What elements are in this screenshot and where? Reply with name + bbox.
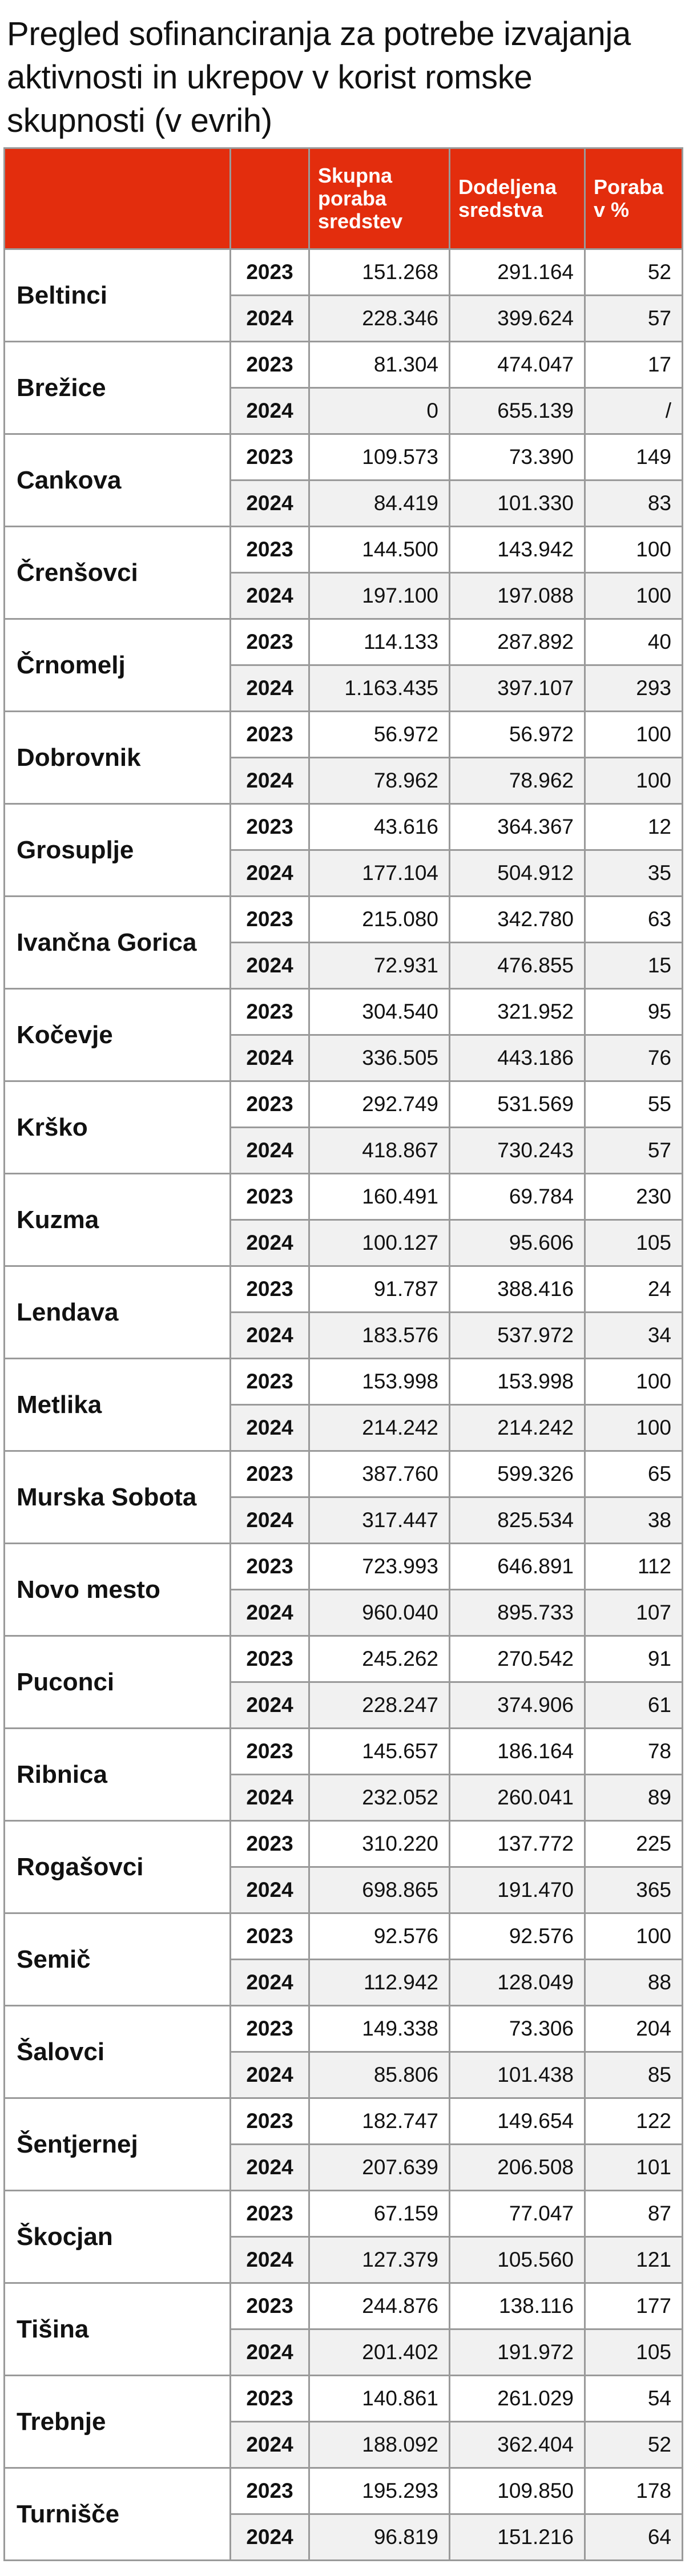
municipality-cell: Murska Sobota xyxy=(5,1451,231,1544)
allocated-cell: 476.855 xyxy=(450,943,585,989)
spent-cell: 418.867 xyxy=(309,1128,450,1174)
allocated-cell: 69.784 xyxy=(450,1174,585,1220)
allocated-cell: 287.892 xyxy=(450,619,585,665)
percent-cell: 40 xyxy=(585,619,683,665)
municipality-cell: Trebnje xyxy=(5,2376,231,2468)
year-cell: 2023 xyxy=(231,1081,309,1128)
allocated-cell: 105.560 xyxy=(450,2237,585,2283)
spent-cell: 145.657 xyxy=(309,1729,450,1775)
municipality-cell: Turnišče xyxy=(5,2468,231,2561)
allocated-cell: 270.542 xyxy=(450,1636,585,1682)
table-row xyxy=(5,1174,683,1220)
municipality-cell: Kočevje xyxy=(5,989,231,1081)
year-cell: 2023 xyxy=(231,1451,309,1497)
percent-cell: 177 xyxy=(585,2283,683,2329)
data-table xyxy=(3,147,683,2561)
year-cell: 2024 xyxy=(231,481,309,527)
table-row xyxy=(5,989,683,1035)
table-row xyxy=(5,527,683,573)
year-cell: 2023 xyxy=(231,2098,309,2145)
municipality-cell: Metlika xyxy=(5,1359,231,1451)
allocated-cell: 531.569 xyxy=(450,1081,585,1128)
percent-cell: 87 xyxy=(585,2191,683,2237)
spent-cell: 72.931 xyxy=(309,943,450,989)
municipality-cell: Krško xyxy=(5,1081,231,1174)
percent-cell: 89 xyxy=(585,1775,683,1821)
spent-cell: 292.749 xyxy=(309,1081,450,1128)
municipality-cell: Semič xyxy=(5,1913,231,2006)
year-cell: 2024 xyxy=(231,1035,309,1081)
allocated-cell: 137.772 xyxy=(450,1821,585,1867)
allocated-cell: 206.508 xyxy=(450,2145,585,2191)
header-year xyxy=(231,148,309,249)
allocated-cell: 73.306 xyxy=(450,2006,585,2052)
table-row xyxy=(5,342,683,388)
municipality-cell: Rogašovci xyxy=(5,1821,231,1913)
year-cell: 2024 xyxy=(231,1313,309,1359)
allocated-cell: 138.116 xyxy=(450,2283,585,2329)
year-cell: 2024 xyxy=(231,296,309,342)
percent-cell: 24 xyxy=(585,1266,683,1313)
spent-cell: 698.865 xyxy=(309,1867,450,1913)
spent-cell: 67.159 xyxy=(309,2191,450,2237)
table-row xyxy=(5,1359,683,1405)
year-cell: 2023 xyxy=(231,1821,309,1867)
allocated-cell: 599.326 xyxy=(450,1451,585,1497)
spent-cell: 195.293 xyxy=(309,2468,450,2514)
spent-cell: 149.338 xyxy=(309,2006,450,2052)
table-row xyxy=(5,249,683,296)
allocated-cell: 474.047 xyxy=(450,342,585,388)
year-cell: 2023 xyxy=(231,1174,309,1220)
spent-cell: 144.500 xyxy=(309,527,450,573)
year-cell: 2023 xyxy=(231,249,309,296)
table-row xyxy=(5,619,683,665)
spent-cell: 160.491 xyxy=(309,1174,450,1220)
percent-cell: 178 xyxy=(585,2468,683,2514)
year-cell: 2023 xyxy=(231,2283,309,2329)
spent-cell: 114.133 xyxy=(309,619,450,665)
year-cell: 2024 xyxy=(231,2237,309,2283)
spent-cell: 127.379 xyxy=(309,2237,450,2283)
year-cell: 2024 xyxy=(231,1867,309,1913)
percent-cell: 100 xyxy=(585,1913,683,1960)
spent-cell: 317.447 xyxy=(309,1497,450,1544)
municipality-cell: Šalovci xyxy=(5,2006,231,2098)
percent-cell: 12 xyxy=(585,804,683,850)
allocated-cell: 92.576 xyxy=(450,1913,585,1960)
municipality-cell: Črenšovci xyxy=(5,527,231,619)
table-row xyxy=(5,1913,683,1960)
allocated-cell: 109.850 xyxy=(450,2468,585,2514)
year-cell: 2024 xyxy=(231,2052,309,2098)
percent-cell: 105 xyxy=(585,2329,683,2376)
year-cell: 2024 xyxy=(231,665,309,712)
percent-cell: 107 xyxy=(585,1590,683,1636)
allocated-cell: 95.606 xyxy=(450,1220,585,1266)
percent-cell: 91 xyxy=(585,1636,683,1682)
allocated-cell: 646.891 xyxy=(450,1544,585,1590)
table-row xyxy=(5,2468,683,2514)
spent-cell: 1.163.435 xyxy=(309,665,450,712)
table-row xyxy=(5,897,683,943)
year-cell: 2023 xyxy=(231,2376,309,2422)
percent-cell: 61 xyxy=(585,1682,683,1729)
spent-cell: 109.573 xyxy=(309,434,450,481)
page-title: Pregled sofinanciranja za potrebe izvajanja aktivnosti in ukrepov v korist romske skupnosti (v evrih) xyxy=(7,15,631,139)
percent-cell: 204 xyxy=(585,2006,683,2052)
allocated-cell: 537.972 xyxy=(450,1313,585,1359)
spent-cell: 182.747 xyxy=(309,2098,450,2145)
header-municipality xyxy=(5,148,231,249)
percent-cell: 38 xyxy=(585,1497,683,1544)
allocated-cell: 397.107 xyxy=(450,665,585,712)
spent-cell: 960.040 xyxy=(309,1590,450,1636)
percent-cell: 57 xyxy=(585,1128,683,1174)
table-row xyxy=(5,804,683,850)
percent-cell: 78 xyxy=(585,1729,683,1775)
spent-cell: 112.942 xyxy=(309,1960,450,2006)
table-row xyxy=(5,1636,683,1682)
spent-cell: 183.576 xyxy=(309,1313,450,1359)
table-row xyxy=(5,434,683,481)
allocated-cell: 291.164 xyxy=(450,249,585,296)
spent-cell: 78.962 xyxy=(309,758,450,804)
municipality-cell: Brežice xyxy=(5,342,231,434)
table-row xyxy=(5,2006,683,2052)
allocated-cell: 321.952 xyxy=(450,989,585,1035)
year-cell: 2023 xyxy=(231,1913,309,1960)
municipality-cell: Škocjan xyxy=(5,2191,231,2283)
year-cell: 2023 xyxy=(231,1266,309,1313)
spent-cell: 100.127 xyxy=(309,1220,450,1266)
municipality-cell: Ivančna Gorica xyxy=(5,897,231,989)
year-cell: 2024 xyxy=(231,1220,309,1266)
year-cell: 2024 xyxy=(231,758,309,804)
municipality-cell: Šentjernej xyxy=(5,2098,231,2191)
spent-cell: 81.304 xyxy=(309,342,450,388)
percent-cell: 100 xyxy=(585,1405,683,1451)
year-cell: 2023 xyxy=(231,2468,309,2514)
allocated-cell: 128.049 xyxy=(450,1960,585,2006)
percent-cell: 54 xyxy=(585,2376,683,2422)
percent-cell: 85 xyxy=(585,2052,683,2098)
year-cell: 2023 xyxy=(231,2006,309,2052)
year-cell: 2023 xyxy=(231,2191,309,2237)
year-cell: 2023 xyxy=(231,619,309,665)
spent-cell: 96.819 xyxy=(309,2514,450,2561)
percent-cell: 64 xyxy=(585,2514,683,2561)
year-cell: 2024 xyxy=(231,1775,309,1821)
municipality-cell: Ribnica xyxy=(5,1729,231,1821)
year-cell: 2023 xyxy=(231,1544,309,1590)
year-cell: 2024 xyxy=(231,1682,309,1729)
year-cell: 2023 xyxy=(231,989,309,1035)
year-cell: 2024 xyxy=(231,1405,309,1451)
year-cell: 2024 xyxy=(231,2514,309,2561)
allocated-cell: 443.186 xyxy=(450,1035,585,1081)
spent-cell: 153.998 xyxy=(309,1359,450,1405)
year-cell: 2023 xyxy=(231,527,309,573)
percent-cell: 293 xyxy=(585,665,683,712)
percent-cell: 57 xyxy=(585,296,683,342)
percent-cell: 101 xyxy=(585,2145,683,2191)
header-allocated: Dodeljena sredstva xyxy=(450,148,585,249)
allocated-cell: 504.912 xyxy=(450,850,585,897)
percent-cell: 105 xyxy=(585,1220,683,1266)
allocated-cell: 143.942 xyxy=(450,527,585,573)
spent-cell: 151.268 xyxy=(309,249,450,296)
municipality-cell: Beltinci xyxy=(5,249,231,342)
year-cell: 2023 xyxy=(231,342,309,388)
year-cell: 2024 xyxy=(231,388,309,434)
spent-cell: 215.080 xyxy=(309,897,450,943)
year-cell: 2024 xyxy=(231,1960,309,2006)
year-cell: 2024 xyxy=(231,1590,309,1636)
allocated-cell: 73.390 xyxy=(450,434,585,481)
percent-cell: 230 xyxy=(585,1174,683,1220)
allocated-cell: 77.047 xyxy=(450,2191,585,2237)
percent-cell: 100 xyxy=(585,527,683,573)
percent-cell: 100 xyxy=(585,573,683,619)
allocated-cell: 362.404 xyxy=(450,2422,585,2468)
municipality-cell: Puconci xyxy=(5,1636,231,1729)
percent-cell: 35 xyxy=(585,850,683,897)
allocated-cell: 260.041 xyxy=(450,1775,585,1821)
spent-cell: 0 xyxy=(309,388,450,434)
table-row xyxy=(5,1266,683,1313)
municipality-cell: Cankova xyxy=(5,434,231,527)
allocated-cell: 374.906 xyxy=(450,1682,585,1729)
year-cell: 2024 xyxy=(231,943,309,989)
percent-cell: 34 xyxy=(585,1313,683,1359)
table-row xyxy=(5,1081,683,1128)
percent-cell: 52 xyxy=(585,2422,683,2468)
header-spent: Skupna poraba sredstev xyxy=(309,148,450,249)
year-cell: 2023 xyxy=(231,1359,309,1405)
percent-cell: 149 xyxy=(585,434,683,481)
spent-cell: 177.104 xyxy=(309,850,450,897)
spent-cell: 228.247 xyxy=(309,1682,450,1729)
year-cell: 2023 xyxy=(231,1636,309,1682)
spent-cell: 43.616 xyxy=(309,804,450,850)
year-cell: 2024 xyxy=(231,1497,309,1544)
percent-cell: 100 xyxy=(585,1359,683,1405)
allocated-cell: 153.998 xyxy=(450,1359,585,1405)
table-row xyxy=(5,2376,683,2422)
table-row xyxy=(5,1821,683,1867)
percent-cell: 83 xyxy=(585,481,683,527)
percent-cell: 52 xyxy=(585,249,683,296)
municipality-cell: Grosuplje xyxy=(5,804,231,897)
year-cell: 2024 xyxy=(231,573,309,619)
year-cell: 2024 xyxy=(231,2329,309,2376)
percent-cell: 365 xyxy=(585,1867,683,1913)
year-cell: 2024 xyxy=(231,2422,309,2468)
percent-cell: 100 xyxy=(585,758,683,804)
table-row xyxy=(5,2191,683,2237)
percent-cell: 121 xyxy=(585,2237,683,2283)
percent-cell: 225 xyxy=(585,1821,683,1867)
spent-cell: 188.092 xyxy=(309,2422,450,2468)
year-cell: 2023 xyxy=(231,1729,309,1775)
spent-cell: 56.972 xyxy=(309,712,450,758)
allocated-cell: 56.972 xyxy=(450,712,585,758)
allocated-cell: 151.216 xyxy=(450,2514,585,2561)
table-row xyxy=(5,712,683,758)
allocated-cell: 655.139 xyxy=(450,388,585,434)
percent-cell: 112 xyxy=(585,1544,683,1590)
allocated-cell: 364.367 xyxy=(450,804,585,850)
percent-cell: 17 xyxy=(585,342,683,388)
table-row xyxy=(5,1544,683,1590)
table-body xyxy=(5,249,683,2561)
allocated-cell: 191.972 xyxy=(450,2329,585,2376)
spent-cell: 232.052 xyxy=(309,1775,450,1821)
allocated-cell: 101.330 xyxy=(450,481,585,527)
year-cell: 2023 xyxy=(231,897,309,943)
allocated-cell: 186.164 xyxy=(450,1729,585,1775)
spent-cell: 85.806 xyxy=(309,2052,450,2098)
spent-cell: 207.639 xyxy=(309,2145,450,2191)
spent-cell: 245.262 xyxy=(309,1636,450,1682)
percent-cell: / xyxy=(585,388,683,434)
table-row xyxy=(5,2283,683,2329)
allocated-cell: 78.962 xyxy=(450,758,585,804)
percent-cell: 100 xyxy=(585,712,683,758)
allocated-cell: 825.534 xyxy=(450,1497,585,1544)
header-percent: Poraba v % xyxy=(585,148,683,249)
spent-cell: 244.876 xyxy=(309,2283,450,2329)
municipality-cell: Lendava xyxy=(5,1266,231,1359)
spent-cell: 91.787 xyxy=(309,1266,450,1313)
allocated-cell: 388.416 xyxy=(450,1266,585,1313)
allocated-cell: 261.029 xyxy=(450,2376,585,2422)
spent-cell: 197.100 xyxy=(309,573,450,619)
municipality-cell: Črnomelj xyxy=(5,619,231,712)
allocated-cell: 149.654 xyxy=(450,2098,585,2145)
allocated-cell: 895.733 xyxy=(450,1590,585,1636)
year-cell: 2024 xyxy=(231,2145,309,2191)
spent-cell: 304.540 xyxy=(309,989,450,1035)
allocated-cell: 101.438 xyxy=(450,2052,585,2098)
allocated-cell: 214.242 xyxy=(450,1405,585,1451)
table-row xyxy=(5,1729,683,1775)
percent-cell: 55 xyxy=(585,1081,683,1128)
percent-cell: 15 xyxy=(585,943,683,989)
percent-cell: 65 xyxy=(585,1451,683,1497)
percent-cell: 76 xyxy=(585,1035,683,1081)
year-cell: 2024 xyxy=(231,850,309,897)
year-cell: 2023 xyxy=(231,804,309,850)
municipality-cell: Tišina xyxy=(5,2283,231,2376)
table-row xyxy=(5,2098,683,2145)
year-cell: 2023 xyxy=(231,712,309,758)
spent-cell: 228.346 xyxy=(309,296,450,342)
allocated-cell: 730.243 xyxy=(450,1128,585,1174)
spent-cell: 336.505 xyxy=(309,1035,450,1081)
allocated-cell: 191.470 xyxy=(450,1867,585,1913)
allocated-cell: 197.088 xyxy=(450,573,585,619)
percent-cell: 95 xyxy=(585,989,683,1035)
table-row xyxy=(5,1451,683,1497)
allocated-cell: 399.624 xyxy=(450,296,585,342)
percent-cell: 88 xyxy=(585,1960,683,2006)
spent-cell: 201.402 xyxy=(309,2329,450,2376)
percent-cell: 122 xyxy=(585,2098,683,2145)
spent-cell: 140.861 xyxy=(309,2376,450,2422)
spent-cell: 92.576 xyxy=(309,1913,450,1960)
spent-cell: 723.993 xyxy=(309,1544,450,1590)
year-cell: 2024 xyxy=(231,1128,309,1174)
allocated-cell: 342.780 xyxy=(450,897,585,943)
municipality-cell: Kuzma xyxy=(5,1174,231,1266)
spent-cell: 84.419 xyxy=(309,481,450,527)
header-row xyxy=(5,148,683,249)
year-cell: 2023 xyxy=(231,434,309,481)
spent-cell: 310.220 xyxy=(309,1821,450,1867)
spent-cell: 387.760 xyxy=(309,1451,450,1497)
municipality-cell: Dobrovnik xyxy=(5,712,231,804)
spent-cell: 214.242 xyxy=(309,1405,450,1451)
municipality-cell: Novo mesto xyxy=(5,1544,231,1636)
percent-cell: 63 xyxy=(585,897,683,943)
